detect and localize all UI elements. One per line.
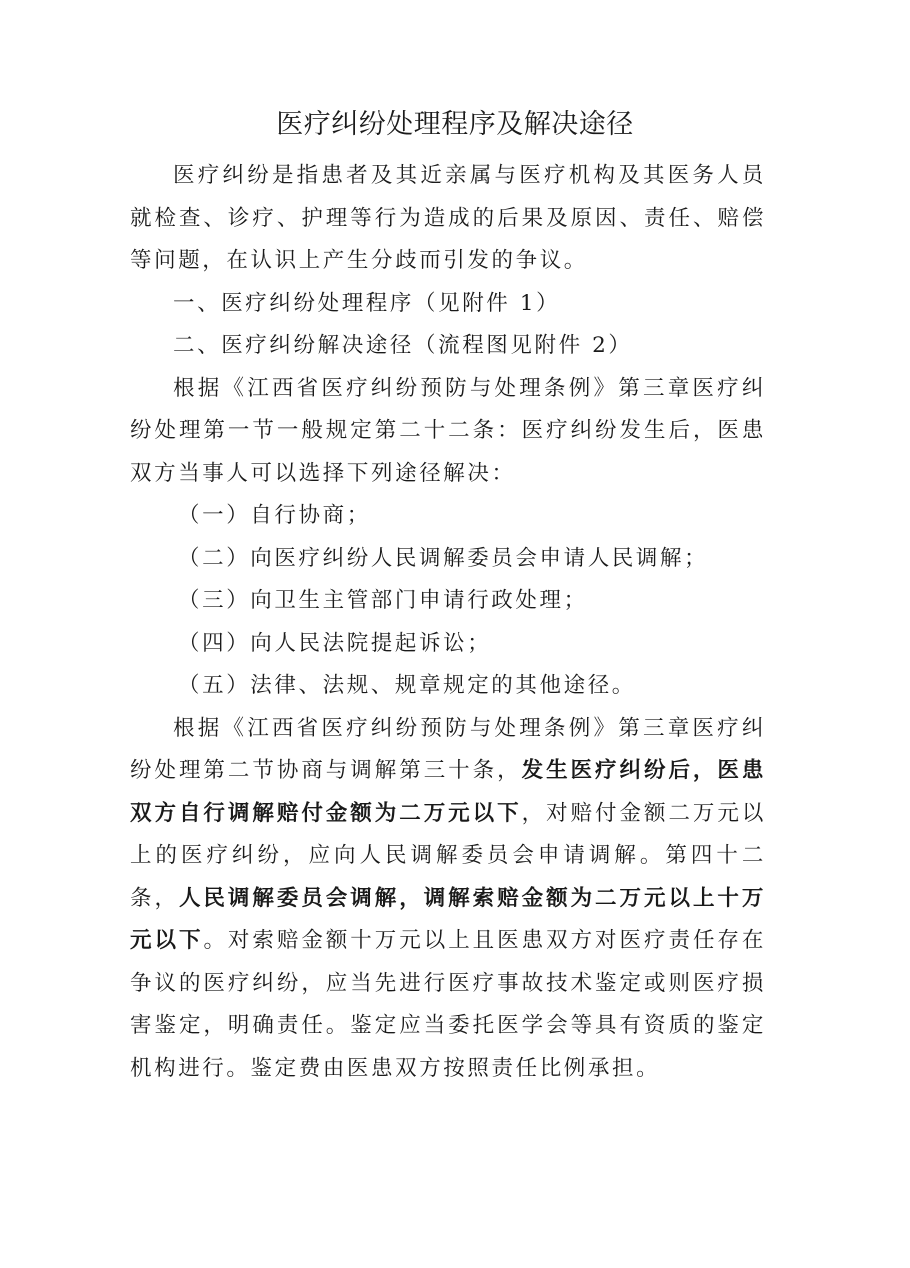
option-item-1: （一）自行协商； bbox=[178, 503, 371, 528]
basis2-text-1: 根据《江西省医疗纠纷预防与处理条例》第三章医疗纠纷处理第二节协商与调解第三十条， bbox=[130, 715, 766, 783]
basis2-text-2: ，对赔付金额二万元以上的医疗纠纷，应向人民调解委员会申请调解。第四十二条， bbox=[130, 800, 766, 911]
basis2-emphasis-1: 发生医疗纠纷后，医患双方自行调解赔付金额为二万元以下 bbox=[130, 758, 766, 826]
basis2-text-3: 。对索赔金额十万元以上且医患双方对医疗责任存在争议的医疗纠纷，应当先进行医疗事故技术鉴定或则医疗损害鉴定，明确责任。鉴定应当委托医学会等具有资质的鉴定机构进行。鉴定费由医患双方按照责任比例承担。 bbox=[130, 928, 766, 1081]
option-item-3: （三）向卫生主管部门申请行政处理； bbox=[178, 588, 588, 613]
option-item-5: （五）法律、法规、规章规定的其他途径。 bbox=[178, 673, 636, 698]
document-title: 医疗纠纷处理程序及解决途径 bbox=[276, 109, 634, 140]
basis2-emphasis-2: 人民调解委员会调解，调解索赔金额为二万元以上十万元以下 bbox=[130, 885, 766, 953]
basis-paragraph-2 bbox=[130, 708, 766, 1091]
option-item-2: （二）向医疗纠纷人民调解委员会申请人民调解； bbox=[178, 545, 709, 571]
section-item-2: 二、医疗纠纷解决途径（流程图见附件 2） bbox=[173, 333, 633, 358]
intro-paragraph: 医疗纠纷是指患者及其近亲属与医疗机构及其医务人员就检查、诊疗、护理等行为造成的后果及原因、责任、赔偿等问题，在认识上产生分歧而引发的争议。 bbox=[130, 163, 766, 273]
option-item-4: （四）向人民法院提起诉讼； bbox=[178, 630, 492, 656]
document-body bbox=[130, 155, 766, 1090]
basis-paragraph-1: 根据《江西省医疗纠纷预防与处理条例》第三章医疗纠纷处理第一节一般规定第二十二条：医疗纠纷发生后，医患双方当事人可以选择下列途径解决： bbox=[130, 375, 766, 486]
section-item-1: 一、医疗纠纷处理程序（见附件 1） bbox=[173, 290, 561, 316]
